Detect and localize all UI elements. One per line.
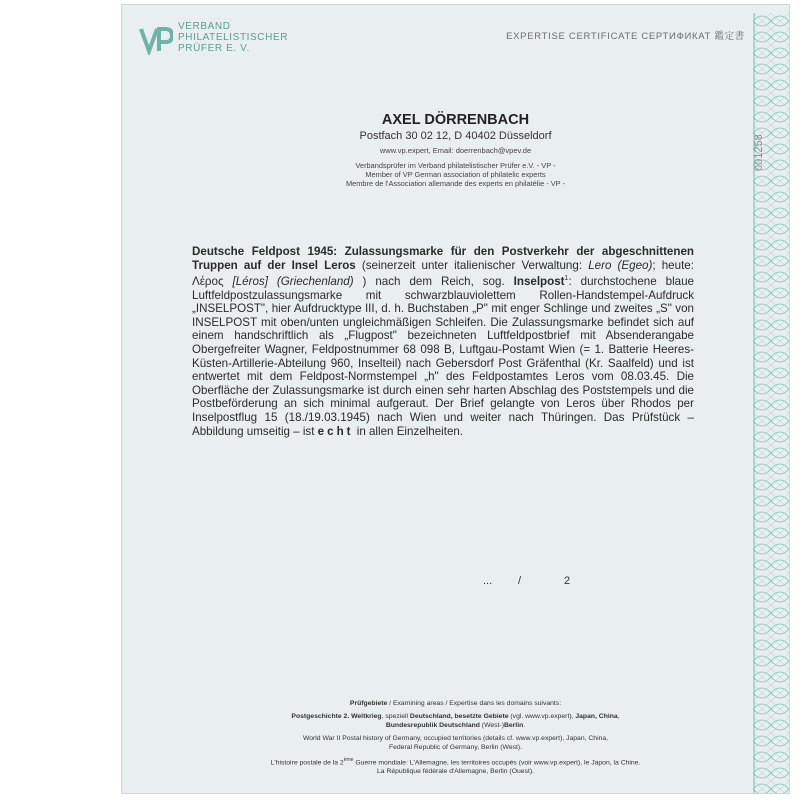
organization-name bbox=[178, 21, 288, 54]
de-bold-1: Postgeschichte 2. Weltkrieg bbox=[291, 712, 382, 720]
areas-en: World War II Postal history of Germany, occupied territories (details cf. www.vp.expert), Japan, China, bbox=[302, 734, 609, 742]
certificate-body bbox=[192, 245, 694, 438]
areas-fr-2: La République fédérale d'Allemagne, Berlin (Ouest). bbox=[377, 767, 534, 775]
body-text-4: : durchstochene blaue Luftfeldpostzulassungsmarke mit schwarzblauviolettem Rollen-Handstempel-Aufdruck „INSELPOST", hier Aufdrucktype III, d. h. Buchstaben „P" mit enger Schlinge und zweites „S" von INSELPOST mit oben/unten ungleichmäßigen Schleifen. Die Zulassungsmarke befindet sich auf einem handschriftlich als „Flugpost" bezeichneten Luftfeldpostbrief mit Absenderangabe Obergefreiter Wagner, Feldpostnummer 68 098 B, Luftgau-Postamt Wien (= 1. Batterie Heeres-Küsten-Artillerie-Abteilung 960, Inselteil) nach Gebersdorf Post Gräfenthal (Kr. Saalfeld) und ist entwertet mit dem Feldpost-Normstempel „h" des Feldpostamtes Leros vom 08.03.45. Die Oberfläche der Zulassungsmarke ist durch einen sehr harten Abschlag des Poststempels und die Postbeförderung an sich minimal aufgeraut. Der Brief gelangte von Leros über Rhodos per Inselpostflug 15 (18./19.03.1945) nach Wien und weiter nach Thüringen. Das Prüfstück – Abbildung umseitig – ist bbox=[192, 275, 694, 438]
expert-name: AXEL DÖRRENBACH bbox=[381, 112, 530, 128]
body-text-1: (seinerzeit unter italienischer Verwaltung: bbox=[355, 258, 589, 272]
membership-en: Member of VP German association of philatelic experts bbox=[365, 170, 546, 179]
body-italic-2: [Léros] (Griechenland) bbox=[232, 275, 354, 289]
body-inselpost: Inselpost bbox=[513, 275, 565, 289]
certificate-title: EXPERTISE CERTIFICATE СЕРТИФИКАТ 鑑定書 bbox=[506, 31, 745, 42]
de-text-5: . bbox=[523, 721, 526, 729]
areas-en-2: Federal Republic of Germany, Berlin (West). bbox=[388, 743, 523, 751]
vp-logo-icon bbox=[139, 25, 173, 55]
de-bold-4: Bundesrepublik Deutschland bbox=[385, 721, 480, 729]
org-line-3: PRÜFER E. V. bbox=[178, 43, 250, 54]
areas-fr bbox=[122, 756, 789, 768]
serial-number-text: 001258 bbox=[753, 134, 765, 171]
page-indicator-current: ... bbox=[483, 575, 493, 587]
body-italic-1: Lero (Egeo) bbox=[588, 258, 653, 272]
de-text-4: (West-) bbox=[479, 721, 504, 729]
de-text-1: , speziell bbox=[381, 712, 410, 720]
label-rest: / Examining areas / Expertise dans les domains suivants: bbox=[387, 700, 562, 707]
expert-address: Postfach 30 02 12, D 40402 Düsseldorf bbox=[359, 130, 552, 142]
areas-de-2 bbox=[122, 722, 789, 731]
label-bold: Prüfgebiete bbox=[349, 700, 388, 707]
de-bold-3: Japan, China bbox=[575, 712, 618, 720]
expert-contact: www.vp.expert, Email: doerrenbach@vpev.de bbox=[379, 146, 532, 155]
membership-de: Verbandsprüfer im Verband philatelistischer Prüfer e.V. - VP - bbox=[355, 161, 556, 170]
de-text-3: , bbox=[617, 712, 620, 720]
page-indicator-total: 2 bbox=[564, 575, 571, 587]
certificate-sheet bbox=[121, 4, 790, 794]
body-text-5: in allen Einzelheiten. bbox=[353, 424, 464, 438]
body-text-2: ; heute: Λέρος bbox=[192, 258, 694, 289]
de-bold-2: Deutschland, besetzte Gebiete bbox=[409, 712, 509, 720]
org-line-2: PHILATELISTISCHER bbox=[178, 32, 289, 43]
de-text-2: (vgl. www.vp.expert), bbox=[508, 712, 576, 720]
page-indicator-separator: / bbox=[518, 575, 522, 587]
de-bold-5: Berlin bbox=[503, 721, 524, 729]
body-text-3: ) nach dem Reich, sog. bbox=[353, 275, 514, 289]
membership-fr: Membre de l'Association allemande des experts en philatélie - VP - bbox=[345, 179, 565, 188]
footnote-marker: 1 bbox=[564, 275, 569, 283]
verdict-echt: echt bbox=[317, 424, 354, 438]
fr-sup: ème bbox=[343, 756, 354, 763]
examining-areas-label bbox=[122, 700, 789, 709]
org-line-1: VERBAND bbox=[178, 21, 231, 32]
areas-de bbox=[122, 713, 789, 722]
membership-statement bbox=[122, 161, 789, 188]
examining-areas bbox=[122, 700, 789, 777]
body-heading: Deutsche Feldpost 1945: Zulassungsmarke für den Postverkehr der abgeschnittenen Truppen auf der Insel Leros bbox=[192, 245, 694, 272]
fr-post: Guerre mondiale: L'Allemagne, les territoires occupés (voir www.vp.expert), le Japon, la Chine. bbox=[353, 758, 641, 766]
fr-pre: L'histoire postale de la 2 bbox=[270, 758, 344, 766]
